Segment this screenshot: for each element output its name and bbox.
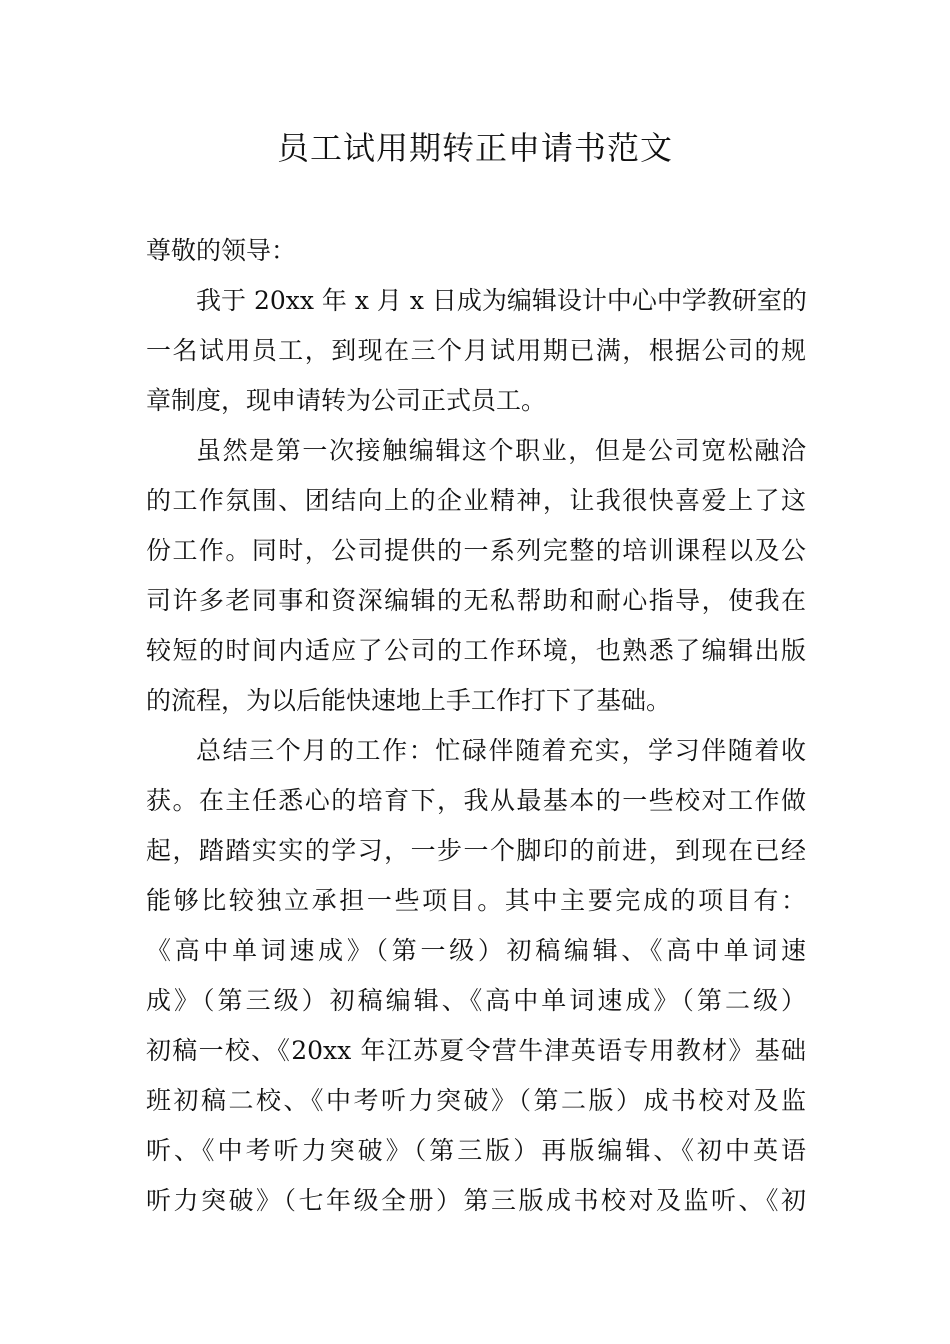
text-line: 班初稿二校、《中考听力突破》（第二版）成书校对及监 (146, 1086, 806, 1115)
document-title: 员工试用期转正申请书范文 (276, 129, 673, 167)
text-line: 能够比较独立承担一些项目。其中主要完成的项目有： (146, 886, 806, 915)
text-line: 成》（第三级）初稿编辑、《高中单词速成》（第二级） (146, 986, 806, 1015)
text-line: 《高中单词速成》（第一级）初稿编辑、《高中单词速 (146, 936, 806, 965)
text-line: 起，踏踏实实的学习，一步一个脚印的前进，到现在已经 (146, 836, 806, 865)
text-line: 获。在主任悉心的培育下，我从最基本的一些校对工作做 (146, 786, 806, 815)
text-line: 一名试用员工，到现在三个月试用期已满，根据公司的规 (146, 336, 806, 365)
text-line: 的工作氛围、团结向上的企业精神，让我很快喜爱上了这 (146, 486, 806, 515)
text-line: 总结三个月的工作：忙碌伴随着充实，学习伴随着收 (196, 736, 806, 765)
text-line: 章制度，现申请转为公司正式员工。 (146, 386, 547, 415)
document-body (146, 226, 806, 1226)
text-line: 份工作。同时，公司提供的一系列完整的培训课程以及公 (146, 536, 806, 565)
text-line: 较短的时间内适应了公司的工作环境，也熟悉了编辑出版 (146, 636, 806, 665)
text-line: 虽然是第一次接触编辑这个职业，但是公司宽松融洽 (196, 436, 806, 465)
text-line: 听、《中考听力突破》（第三版）再版编辑、《初中英语 (146, 1136, 806, 1165)
text-line: 司许多老同事和资深编辑的无私帮助和耐心指导，使我在 (146, 586, 806, 615)
text-line: 的流程，为以后能快速地上手工作打下了基础。 (146, 686, 672, 715)
text-line: 听力突破》（七年级全册）第三版成书校对及监听、《初 (146, 1186, 806, 1215)
text-line: 初稿一校、《20xx 年江苏夏令营牛津英语专用教材》基础 (146, 1036, 806, 1065)
text-line: 尊敬的领导： (146, 236, 297, 265)
text-line: 我于 20xx 年 x 月 x 日成为编辑设计中心中学教研室的 (196, 286, 807, 315)
